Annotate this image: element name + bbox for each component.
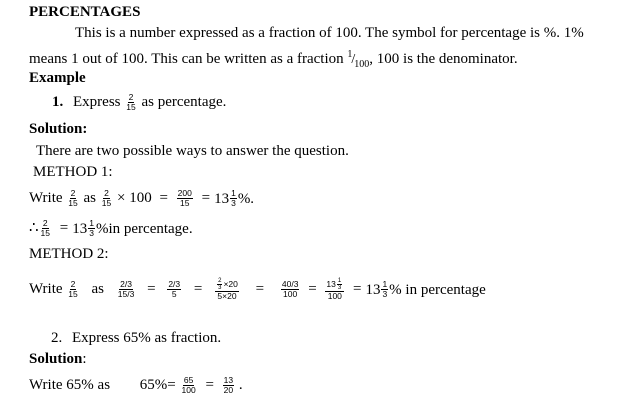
fraction: 13 $\frac{1}{3}$ 100: [325, 278, 344, 301]
example-heading: Example: [29, 70, 86, 86]
fraction: $\frac{2}{15}$: [126, 92, 136, 113]
fraction: $\frac{2}{15}$: [40, 218, 51, 239]
fraction: $\frac{1}{3}$: [231, 188, 236, 209]
method-2-line: Write $\frac{2}{15}$ as $\frac{2/3}{15/3}$ = $\frac{2/3}{5}$ = $\frac{2}{3}$ ×20 5×20 = $\frac{40/3}{100}$ = 13 $\frac{1}{3}$ 100 = 13 $\frac{1}{3}$ % in percentage: [29, 278, 486, 301]
fraction: $\frac{40/3}{100}$: [281, 279, 299, 299]
method-1-label: METHOD 1:: [33, 164, 113, 180]
fraction: $\frac{200}{15}$: [177, 188, 192, 209]
question-2: 2. Express 65% as fraction.: [51, 330, 222, 346]
method-1-line: Write $\frac{2}{15}$ as $\frac{2}{15}$ × 100 = $\frac{200}{15}$ = 13 $\frac{1}{3}$ %.: [29, 188, 255, 209]
therefore-line: ∴ $\frac{2}{15}$ = 13 $\frac{1}{3}$ %in percentage.: [29, 218, 193, 239]
fraction: $\frac{2}{15}$: [68, 279, 78, 299]
fraction: $\frac{2/3}{5}$: [168, 279, 181, 299]
fraction: $\frac{2/3}{15/3}$: [117, 279, 135, 299]
two-ways-text: There are two possible ways to answer the question.: [36, 143, 349, 159]
fraction: $\frac{1}{3}$: [382, 279, 388, 299]
fraction: $\frac{2}{15}$: [101, 188, 112, 209]
solution-label: Solution:: [29, 121, 88, 137]
fraction: $\frac{2}{15}$: [68, 188, 78, 209]
intro-line-2: means 1 out of 100. This can be written as a fraction $^1/_{100}$, 100 is the denominator.: [29, 49, 518, 70]
method-2-label: METHOD 2:: [29, 246, 109, 262]
question-2-answer: Write 65% as 65%= $\frac{65}{100}$ = $\frac{13}{20}$ .: [29, 375, 243, 396]
solution-2-label: Solution:: [29, 351, 87, 367]
fraction: $\frac{13}{20}$: [223, 375, 234, 396]
fraction: $\frac{65}{100}$: [181, 375, 196, 396]
page-title: PERCENTAGES: [29, 4, 141, 20]
intro-line-1: This is a number expressed as a fraction of 100. The symbol for percentage is %. 1%: [75, 25, 584, 41]
fraction: $\frac{1}{3}$: [89, 218, 94, 239]
question-1: 1. Express $\frac{2}{15}$ as percentage.: [52, 92, 227, 113]
fraction: $\frac{2}{3}$ ×20 5×20: [215, 278, 239, 301]
